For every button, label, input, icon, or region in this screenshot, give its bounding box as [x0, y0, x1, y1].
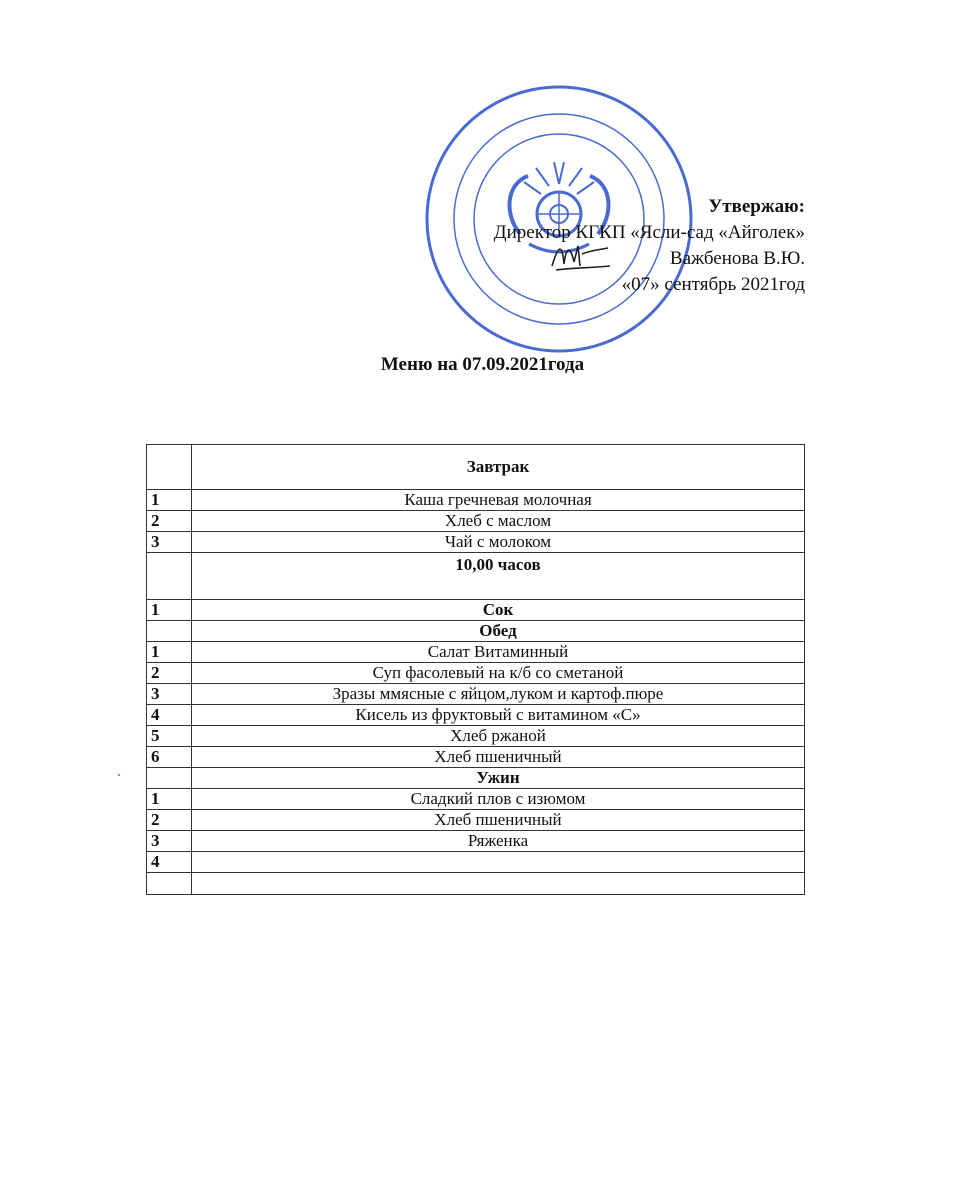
item-number: 2 — [147, 511, 192, 532]
dish-name: Зразы ммясные с яйцом,луком и картоф.пюре — [192, 684, 805, 705]
table-row — [147, 600, 805, 621]
item-number: 3 — [147, 684, 192, 705]
dish-name: Чай с молоком — [192, 532, 805, 553]
item-number — [147, 873, 192, 895]
item-number: 3 — [147, 532, 192, 553]
item-number: 4 — [147, 852, 192, 873]
section-title: Завтрак — [192, 445, 805, 490]
table-row — [147, 705, 805, 726]
dish-name: Хлеб с маслом — [192, 511, 805, 532]
item-number: 3 — [147, 831, 192, 852]
dish-name: Салат Витаминный — [192, 642, 805, 663]
director-name: Важбенова В.Ю. — [669, 248, 805, 269]
table-row — [147, 511, 805, 532]
section-header-breakfast — [147, 445, 805, 490]
section-header-dinner — [147, 768, 805, 789]
section-title: Ужин — [192, 768, 805, 789]
dish-name — [192, 873, 805, 895]
table-row — [147, 684, 805, 705]
table-row — [147, 532, 805, 553]
director-position: Директор КГКП «Ясли-сад «Айголек» — [493, 222, 805, 243]
item-number: 5 — [147, 726, 192, 747]
dish-name: Хлеб пшеничный — [192, 747, 805, 768]
approval-date: «07» сентябрь 2021год — [621, 274, 805, 295]
section-num-cell — [147, 445, 192, 490]
handwritten-signature — [548, 236, 612, 276]
dish-name: Ряженка — [192, 831, 805, 852]
item-number: 1 — [147, 490, 192, 511]
section-num-cell — [147, 553, 192, 600]
table-row-empty — [147, 873, 805, 895]
dish-name: Сладкий плов с изюмом — [192, 789, 805, 810]
table-row — [147, 663, 805, 684]
approval-block — [494, 194, 805, 298]
item-number: 4 — [147, 705, 192, 726]
section-header-snack — [147, 553, 805, 600]
dish-name: Кисель из фруктовый с витамином «С» — [192, 705, 805, 726]
ink-speck — [118, 774, 120, 776]
table-row — [147, 490, 805, 511]
item-number: 6 — [147, 747, 192, 768]
menu-title: Меню на 07.09.2021года — [380, 354, 585, 375]
table-row — [147, 852, 805, 873]
item-number: 1 — [147, 789, 192, 810]
table-row — [147, 747, 805, 768]
dish-name: Хлеб пшеничный — [192, 810, 805, 831]
item-number: 2 — [147, 810, 192, 831]
dish-name: Сок — [192, 600, 805, 621]
table-row — [147, 726, 805, 747]
table-row — [147, 789, 805, 810]
menu-table — [146, 444, 805, 895]
dish-name: Хлеб ржаной — [192, 726, 805, 747]
dish-name: Каша гречневая молочная — [192, 490, 805, 511]
item-number: 1 — [147, 600, 192, 621]
table-row — [147, 810, 805, 831]
item-number: 2 — [147, 663, 192, 684]
section-num-cell — [147, 768, 192, 789]
section-header-lunch — [147, 621, 805, 642]
dish-name: Суп фасолевый на к/б со сметаной — [192, 663, 805, 684]
table-row — [147, 831, 805, 852]
dish-name — [192, 852, 805, 873]
table-row — [147, 642, 805, 663]
section-num-cell — [147, 621, 192, 642]
approval-heading: Утвержаю: — [708, 196, 805, 217]
section-title: Обед — [192, 621, 805, 642]
section-title: 10,00 часов — [192, 553, 805, 600]
item-number: 1 — [147, 642, 192, 663]
